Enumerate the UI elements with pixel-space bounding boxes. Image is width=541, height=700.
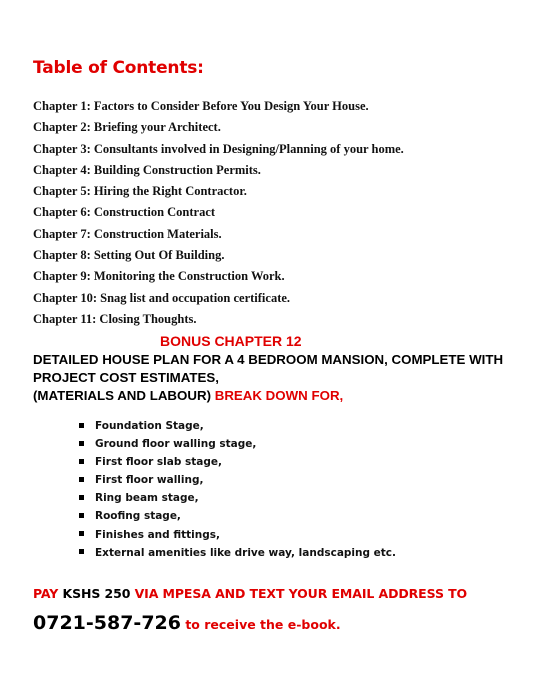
stage-item	[79, 417, 396, 435]
bullet-square-icon	[79, 441, 84, 446]
bonus-heading: BONUS CHAPTER 12	[160, 333, 302, 349]
chapter-item: Chapter 2: Briefing your Architect.	[33, 120, 221, 135]
stage-item	[79, 435, 396, 453]
bullet-square-icon	[79, 423, 84, 428]
stage-item	[79, 489, 396, 507]
chapter-list	[33, 96, 404, 330]
bullet-square-icon	[79, 513, 84, 518]
bonus-line-3-red: BREAK DOWN FOR,	[211, 388, 344, 403]
chapter-item: Chapter 4: Building Construction Permits.	[33, 162, 261, 177]
bullet-square-icon	[79, 477, 84, 482]
bonus-line-1: DETAILED HOUSE PLAN FOR A 4 BEDROOM MANSION, COMPLETE WITH	[33, 352, 504, 367]
stage-item	[79, 453, 396, 471]
chapter-item: Chapter 1: Factors to Consider Before You Design Your House.	[33, 99, 369, 113]
stage-label: First floor walling,	[95, 474, 204, 487]
chapter-item: Chapter 5: Hiring the Right Contractor.	[33, 184, 247, 199]
stage-label: Ground floor walling stage,	[95, 438, 257, 451]
chapter-item: Chapter 10: Snag list and occupation certificate.	[33, 290, 291, 305]
bullet-square-icon	[79, 459, 84, 464]
stage-label: Finishes and fittings,	[95, 528, 220, 541]
stage-item	[79, 526, 396, 544]
phone-line	[33, 612, 341, 634]
bonus-line-3	[33, 387, 513, 405]
chapter-item: Chapter 11: Closing Thoughts.	[33, 311, 197, 326]
chapter-item: Chapter 7: Construction Materials.	[33, 226, 222, 241]
stage-label: Foundation Stage,	[95, 420, 204, 432]
bonus-description	[33, 351, 513, 405]
stage-item	[79, 471, 396, 489]
payment-amount: KSHS 250	[62, 586, 131, 601]
toc-title: Table of Contents:	[33, 58, 204, 78]
phone-tail: to receive the e-book.	[180, 617, 341, 632]
payment-rest: VIA MPESA AND TEXT YOUR EMAIL ADDRESS TO	[130, 586, 468, 601]
stage-label: External amenities like drive way, landscaping etc.	[95, 546, 397, 559]
bonus-line-3-black: (MATERIALS AND LABOUR)	[33, 388, 212, 403]
stage-label: Ring beam stage,	[95, 492, 199, 505]
phone-number: 0721-587-726	[33, 612, 181, 634]
bullet-square-icon	[79, 495, 84, 500]
bullet-square-icon	[79, 531, 84, 536]
chapter-item: Chapter 9: Monitoring the Construction Work.	[33, 269, 285, 284]
stage-item	[79, 507, 396, 525]
chapter-item: Chapter 6: Construction Contract	[33, 205, 216, 220]
stage-list	[79, 417, 396, 562]
stage-item	[79, 544, 396, 562]
bonus-line-2: PROJECT COST ESTIMATES,	[33, 370, 219, 385]
stage-label: Roofing stage,	[95, 510, 181, 523]
bullet-square-icon	[79, 549, 84, 554]
payment-instructions	[33, 586, 467, 601]
chapter-item: Chapter 3: Consultants involved in Designing/Planning of your home.	[33, 141, 404, 156]
stage-label: First floor slab stage,	[95, 456, 223, 469]
pay-word: PAY	[33, 586, 63, 601]
chapter-item: Chapter 8: Setting Out Of Building.	[33, 248, 225, 263]
